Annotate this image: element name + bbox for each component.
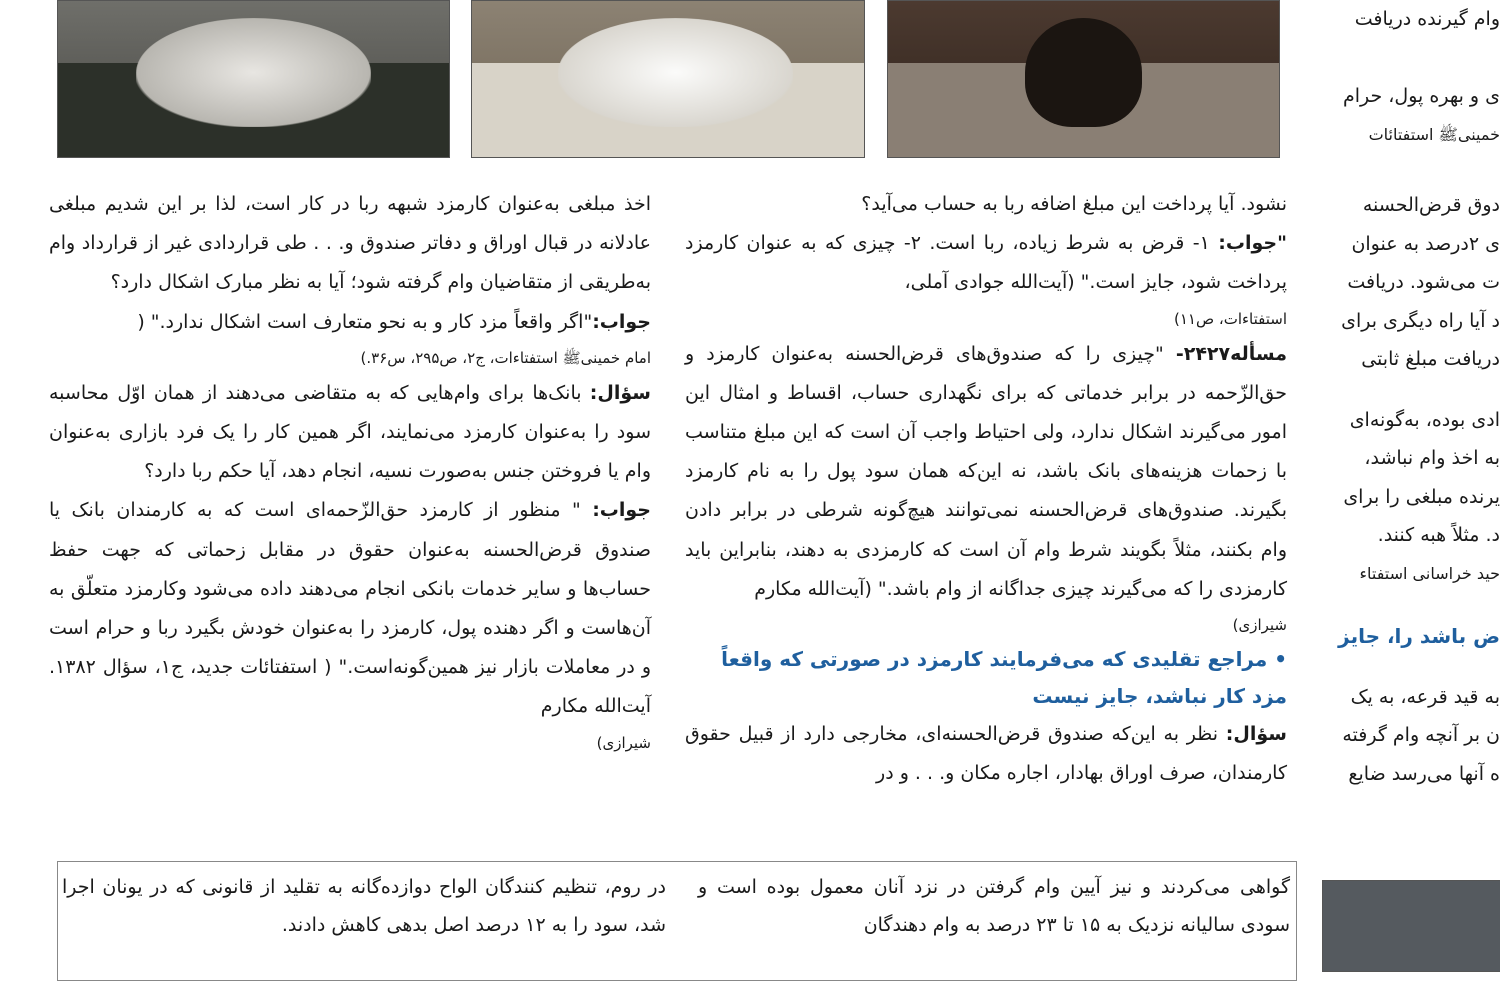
fragment-line: ن بر آنچه وام گرفته [1342,724,1500,746]
citation: استفتاءات، ص۱۱) [1173,309,1287,328]
fragment-line [1320,39,1500,78]
paragraph: اخذ مبلغی به‌عنوان کارمزد شبهه ربا در کار است، لذا بر این شدیم مبلغی عادلانه در قبال اوراق و دفاتر صندوق و. . . طی قراردادی غیر از قرارداد وام به‌طریقی از متقاضیان وام گرفته شود؛ آیا به نظر مبارک اشکال دارد؟ [49,193,651,294]
answer-text: ۱- قرض به شرط زیاده، ربا است. ۲- چیزی که به عنوان کارمزد پرداخت شود، جایز است." (آیت‌الله جوادی آملی، [685,232,1287,294]
fragment-line: خمینیﷺ استفتائات [1368,124,1500,144]
paragraph [49,374,651,492]
fragment-line: به اخذ وام نباشد، [1364,447,1500,469]
fragment-line: دوق قرض‌الحسنه [1362,194,1500,216]
answer-label: "جواب: [1218,232,1287,255]
citation: امام خمینیﷺ استفتاءات، ج۲، ص۲۹۵، س۳۶.) [360,348,651,367]
answer-label: جواب: [592,499,651,522]
citation: شیرازی) [596,733,651,752]
issue-label: مسأله۲۴۲۷- [1175,342,1287,365]
paragraph [685,224,1287,302]
scholar-portrait-2 [471,0,865,158]
fragment-heading: ض باشد را، جایز [1338,624,1500,648]
fragment-line: ت می‌شود. دریافت [1347,271,1500,293]
section-heading: • مراجع تقلیدی که می‌فرمایند کارمزد در صورتی که واقعاً مزد کار نباشد، جایز نیست [721,647,1287,709]
question-text: بانک‌ها برای وام‌هایی که به متقاضی می‌دهند از همان اوّل محاسبه سود را به‌عنوان کارمزد می‌نمایند، اگر همین کار را یک فرد بازاری به‌عنوان وام یا فروختن جنس به‌صورت نسیه، انجام دهد، آیا حکم ربا دارد؟ [49,381,651,483]
answer-text: " منظور از کارمزد حق‌الزّحمه‌ای است که به کارمندان بانک یا صندوق قرض‌الحسنه به‌عنوان حقوق در مقابل زحماتی که جهت حفظ حساب‌ها و سایر خدمات بانکی انجام می‌دهند داده می‌شود وکارمزد متعلّق به آن‌هاست و اگر دهنده پول، کارمزد را به‌عنوان خودش بگیرد ربا و حرام است و در معاملات بازار نیز همین‌گونه‌است." ( استفتائات جدید، ج۱، سؤال ۱۳۸۲. آیت‌الله مکارم [49,499,651,718]
fragment-line: به قید قرعه، به یک [1350,685,1500,708]
question-text: نظر به این‌که صندوق قرض‌الحسنه‌ای، مخارجی دارد از قبیل حقوق کارمندان، صرف اوراق بهادار، اجاره مکان و. . . و در [685,723,1287,785]
paragraph [49,303,651,342]
citation: شیرازی) [1232,616,1287,635]
question-label: سؤال: [589,381,651,404]
box-text-left: در روم، تنظیم کنندگان الواح دوازده‌گانه به تقلید از قانونی که در یونان اجرا شد، سود را به ۱۲ درصد اصل بدهی کاهش دادند. [62,876,666,936]
paragraph [685,715,1287,793]
column-middle [685,185,1287,793]
column-left [49,185,651,759]
fragment-line: حید خراسانی استفتاء [1359,563,1500,583]
fragment-line [1320,593,1500,617]
fragment-line [1320,154,1500,186]
scholar-portrait-3 [887,0,1280,158]
box-text-right: گواهی می‌کردند و نیز آیین وام گرفتن در نزد آنان معمول بوده است و سودی سالیانه نزدیک به ۱۵ تا ۲۳ درصد به وام دهندگان [698,876,1290,936]
fragment-line: د. مثلاً هبه کنند. [1377,524,1500,546]
answer-text: "اگر واقعاً مزد کار و به نحو متعارف است اشکال ندارد." ( [137,310,593,333]
answer-label: جواب: [592,310,651,333]
fragment-line [1320,656,1500,678]
paragraph: نشود. آیا پرداخت این مبلغ اضافه ربا به حساب می‌آید؟ [861,193,1287,215]
fragment-line: ی و بهره پول، حرام [1342,85,1500,107]
fragment-line: ادی بوده، به‌گونه‌ای [1349,408,1500,431]
question-label: سؤال: [1225,723,1287,746]
issue-text: "چیزی را که صندوق‌های قرض‌الحسنه به‌عنوان کارمزد و حق‌الزّحمه در برابر خدماتی که برای نگهداری حساب، اقساط و امثال این امور می‌گیرند اشکال ندارد، ولی احتیاط واجب آن است که این مبلغ متناسب با زحمات هزینه‌های بانک باشد، نه این‌که همان سود پول را به نام کارمزد بگیرند. صندوق‌های قرض‌الحسنه نمی‌توانند هیچ‌گونه شرطی در برابر دادن وام بکنند، مثلاً بگویند شرط وام آن است که کارمزدی به ‌دهند، بنابراین باید کارمزدی را که می‌گیرند چیزی جداگانه از وام باشد." (آیت‌الله مکارم [685,342,1287,600]
bottom-right-image [1322,880,1500,972]
fragment-line: دریافت مبلغ ثابتی [1361,348,1500,370]
fragment-line: ی ۲درصد به عنوان [1351,232,1500,255]
paragraph [685,335,1287,609]
paragraph [49,491,651,726]
column-right-fragment [1320,0,1500,793]
scholar-portrait-1 [57,0,450,158]
fragment-line: د آیا راه دیگری برای [1341,309,1500,332]
fragment-line: وام گیرنده دریافت [1354,8,1500,30]
fragment-line [1320,379,1500,401]
fragment-line: ه آنها می‌رسد ضایع [1348,762,1500,785]
fragment-line: یرنده مبلغی را برای [1343,485,1500,508]
